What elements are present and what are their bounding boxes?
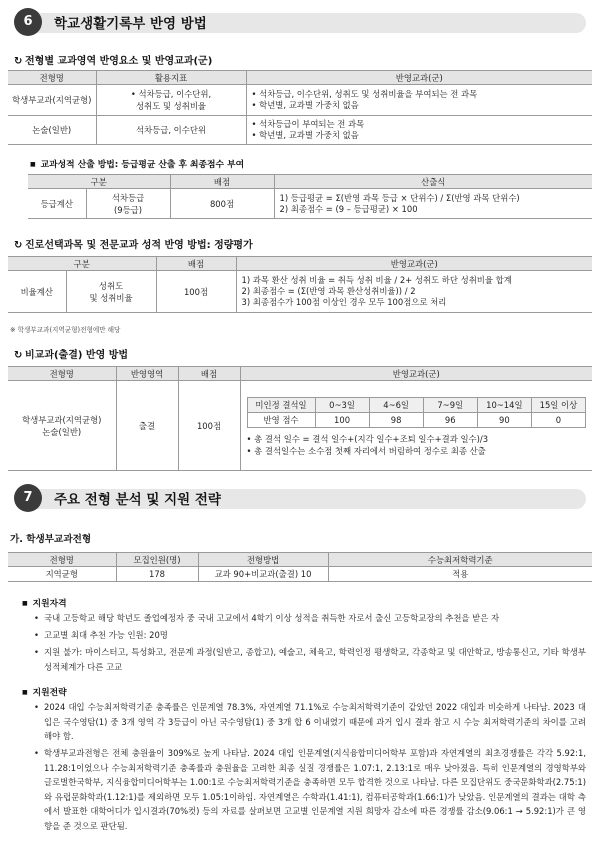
strategy-item: • 2024 대입 수능최저학력기준 충족률은 인문계열 78.3%, 자연계열 71.1%로 수능최저학력기준이 같았던 2022 대입과 비슷하게 나타남. 2023 대입은 국수영탐(1) 중 3개 영역 각 3등급이 아닌 국수영탐(1) 중 3개 합 6 이내였기 때문에 과거 입시 결과 참고 시 수능 최저학력기준의 차이를 고려해야 함. [44,700,586,744]
subject-line: • 학년별, 교과별 가중치 없음 [252,130,593,141]
col-header: 산출식 [274,175,592,189]
kind-line: 성취도 [98,280,124,291]
absence-score-table [247,397,587,428]
cell-kind [86,189,170,219]
section-7-title: 주요 전형 분석 및 지원 전략 [54,492,221,508]
table-row [8,271,592,313]
table-row [8,381,592,471]
section-7-header [14,484,586,512]
section-6-number: 6 [14,8,42,36]
inner-cell: 100 [315,412,369,427]
cell-attendance-detail [240,381,592,471]
inner-cell: 0 [531,412,585,427]
col-header: 전형명 [8,367,116,381]
cell-score: 100점 [156,271,236,313]
kind-line: (9등급) [113,204,143,215]
col-header: 배점 [156,257,236,271]
cell-name: 비율계산 [8,271,66,313]
inner-cell: 98 [369,412,423,427]
col-header: 활용지표 [96,71,246,85]
table-row [8,116,592,145]
inner-header: 4~6일 [369,397,423,412]
cell-name: 학생부교과(지역균형) [8,85,96,116]
subject-line: • 석차등급, 이수단위, 성취도 및 성취비율을 부여되는 전 과목 [252,89,593,100]
section-6-header [14,8,586,36]
attendance-note: • 총 결석 일수 = 결석 일수+(지각 일수+조퇴 일수+결과 일수)/3 [247,433,587,445]
sub3-note: ※ 학생부교과(지역균형)전형에만 해당 [10,326,121,334]
subject-line: • 학년별, 교과별 가중치 없음 [252,100,593,111]
subject-line: • 석차등급이 부여되는 전 과목 [252,119,593,130]
qualification-item: • 국내 고등학교 해당 학년도 졸업예정자 중 국내 고교에서 4학기 이상 성적을 취득한 자로서 출신 고등학교장의 추천을 받은 자 [44,611,586,626]
inner-header: 미인정 결석일 [247,397,315,412]
col-header: 전형명 [8,553,116,567]
index-line: • 석차등급, 이수단위, [97,88,246,100]
sub3-heading-text: 진로선택과목 및 전문교과 성적 반영 방법: 정량평가 [25,240,253,251]
inner-cell: 반영 점수 [247,412,315,427]
reflect-elements-table [8,70,592,145]
col-header: 반영교과(군) [240,367,592,381]
admission-summary-table [8,552,592,582]
index-line: 성취도 및 성취비율 [135,101,207,111]
attendance-note: • 총 결석일수는 소수점 첫째 자리에서 버림하여 정수로 최종 산출 [247,445,587,457]
col-header: 전형방법 [198,553,328,567]
table-row [28,189,592,219]
col-header: 구분 [28,175,170,189]
section-6-title: 학교생활기록부 반영 방법 [54,16,207,32]
cell-score: 800점 [170,189,274,219]
arrow-icon: ↻ [14,240,23,251]
col-header: 구분 [8,257,156,271]
inner-header: 0~3일 [315,397,369,412]
inner-header: 7~9일 [423,397,477,412]
cell-name [8,381,116,471]
strategy-title: ■ 지원전략 [22,685,67,698]
cell-name: 등급계산 [28,189,86,219]
cell-subjects [246,116,592,145]
table-row [8,567,592,582]
col-header: 배점 [178,367,240,381]
col-header: 전형명 [8,71,96,85]
cell: 적용 [328,567,592,582]
strategy-item: • 학생부교과전형은 전체 충원율이 309%로 높게 나타남. 2024 대입 인문계열(지식융합미디어학부 포함)과 자연계열의 최초경쟁률은 각각 5.92:1, 11.28:1이었으나 수능최저학력기준 충족률과 충원율을 고려한 최종 실질 경쟁률은 1.07:1, 2.13:1로 매우 낮아졌음. 특히 인문계열의 경영학부와 글로벌한국학부, 지식융합미디어학부는 1.00:1로 수능최저학력기준을 충족하면 모두 합격한 것으로 나타남. 다른 모집단위도 중국문화학과(2.75:1)와 유럽문화학과(1.12:1)를 제외하면 모두 1.05:1이하임. 자연계열은 수학과(1.41:1), 컴퓨터공학과(1.66:1)가 낮았음. 인문계열의 결과는 대학 측에서 발표한 대학어디가 입시결과(70%컷) 등의 자료를 살펴보면 고교별 인문계열 지원 희망자 감소에 따른 경쟁률 감소(9.06:1 → 5.92:1)가 큰 영향을 준 것으로 판단됨. [44,746,586,833]
name-line: 학생부교과(지역균형) [22,414,102,425]
table-row [8,85,592,116]
cell-name: 논술(일반) [8,116,96,145]
arrow-icon: ↻ [14,56,23,67]
cell: 교과 90+비교과(출결) 10 [198,567,328,582]
sub1-heading-text: 전형별 교과영역 반영요소 및 반영교과(군) [25,56,213,67]
sub4-heading-text: 비교과(출결) 반영 방법 [25,350,129,361]
inner-cell: 90 [477,412,531,427]
inner-cell: 96 [423,412,477,427]
inner-header: 10~14일 [477,397,531,412]
formula-line: 2) 최종점수 = (9 – 등급평균) × 100 [279,203,418,214]
arrow-icon: ↻ [14,350,23,361]
cell-formula [236,271,592,313]
sub3-heading [14,236,253,251]
col-header: 모집인원(명) [116,553,198,567]
attendance-notes [247,433,587,457]
cell-index: 석차등급, 이수단위 [96,116,246,145]
col-header: 반영교과(군) [236,257,592,271]
kind-line: 및 성취비율 [89,292,133,303]
sub4-heading [14,346,128,361]
cell: 지역균형 [8,567,116,582]
qualification-item: • 지원 불가: 마이스터고, 특성화고, 전문계 과정(일반고, 종합고), 예술고, 체육고, 학력인정 평생학교, 각종학교 및 대안학교, 방송통신고, 기타 학생부 성적체계가 다른 고교 [44,645,586,674]
col-header: 반영교과(군) [246,71,592,85]
cell-area: 출결 [116,381,178,471]
formula-line: 3) 최종점수가 100점 이상인 경우 모두 100점으로 처리 [241,297,447,307]
col-header: 수능최저학력기준 [328,553,592,567]
cell-subjects [246,85,592,116]
qualification-title: ■ 지원자격 [22,596,67,609]
qualification-item: • 고교별 최대 추천 가능 인원: 20명 [44,628,586,643]
career-subject-table [8,256,592,313]
kind-line: 석차등급 [111,192,145,203]
cell-formula [274,189,592,219]
formula-line: 2) 최종점수 = (Σ(반영 과목 환산성취비율)) / 2 [241,286,416,296]
grade-calc-table [28,174,592,219]
section-7-number: 7 [14,484,42,512]
cell-index [96,85,246,116]
formula-line: 1) 과목 환산 성취 비율 = 취득 성취 비율 / 2+ 성취도 하단 성취비율 합계 [241,275,512,285]
sub1-heading [14,52,212,67]
col-header: 배점 [170,175,274,189]
inner-header: 15일 이상 [531,397,585,412]
name-line: 논술(일반) [42,426,82,437]
cell-score: 100점 [178,381,240,471]
formula-line: 1) 등급평균 = Σ(반영 과목 등급 × 단위수) / Σ(반영 과목 단위수) [279,192,520,203]
col-header: 반영영역 [116,367,178,381]
sub2-heading: ■ 교과성적 산출 방법: 등급평균 산출 후 최종점수 부여 [30,157,244,170]
section-7-sub: 가. 학생부교과전형 [10,534,92,545]
cell: 178 [116,567,198,582]
cell-kind [66,271,156,313]
attendance-table [8,366,592,471]
